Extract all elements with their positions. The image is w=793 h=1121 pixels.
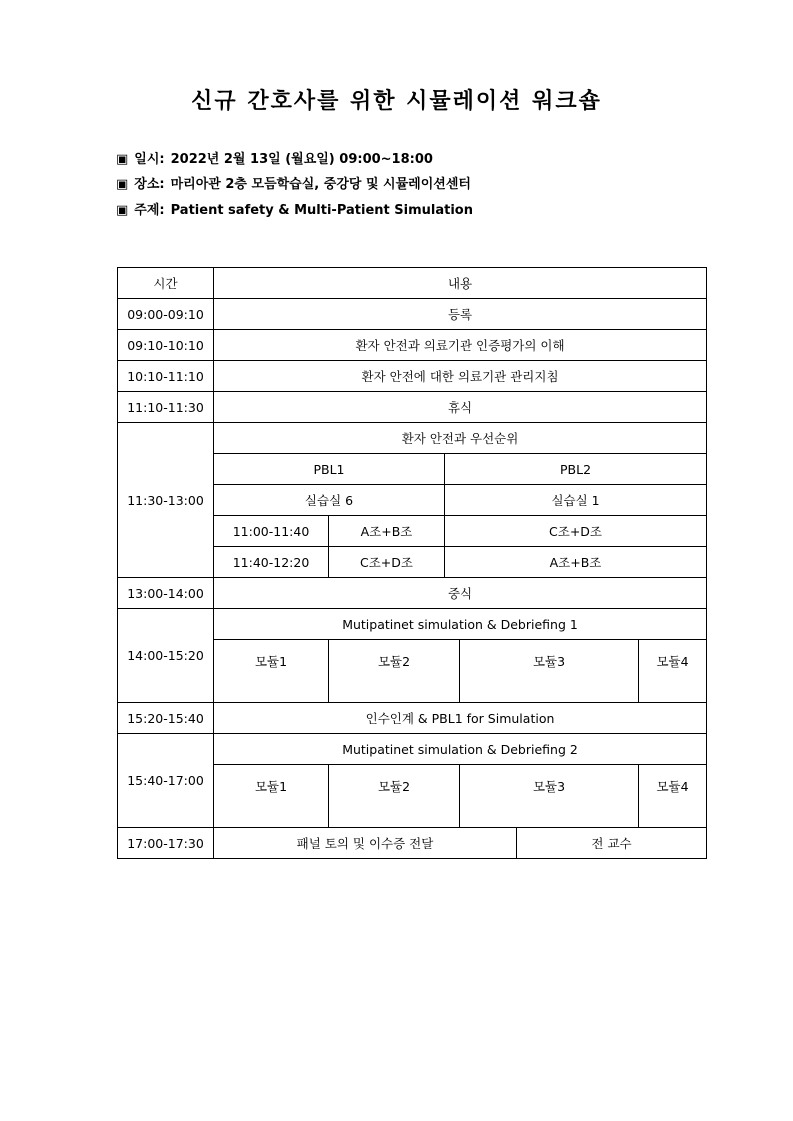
module-cell: 모듈2 [329,640,460,703]
table-row [118,299,707,330]
module-cell: 모듈2 [329,765,460,828]
time-cell: 09:00-09:10 [118,299,214,330]
group-cell: C조+D조 [329,547,445,578]
module-cell: 모듈4 [639,765,707,828]
info-place [116,176,471,194]
table-row [118,330,707,361]
slot-time-cell: 11:40-12:20 [214,547,329,578]
page-title: 신규 간호사를 위한 시뮬레이션 워크숍 [191,89,602,114]
pbl1-cell: PBL1 [214,454,445,485]
module-cell: 모듈1 [214,640,329,703]
module-cell: 모듈1 [214,765,329,828]
room2-cell: 실습실 1 [445,485,707,516]
time-cell: 15:40-17:00 [118,734,214,828]
topic-label: 주제: [134,203,165,218]
module-cell: 모듈3 [460,765,639,828]
group-cell: A조+B조 [329,516,445,547]
content-cell: Mutipatinet simulation & Debriefing 1 [214,609,707,640]
schedule-table [117,267,707,859]
time-cell: 11:30-13:00 [118,423,214,578]
table-row [118,828,707,859]
square-bullet-icon: ▣ [116,203,129,218]
topic-value: Patient safety & Multi-Patient Simulation [170,203,473,218]
content-cell: 중식 [214,578,707,609]
slot-time-cell: 11:00-11:40 [214,516,329,547]
table-row [118,734,707,765]
content-cell: 패널 토의 및 이수증 전달 [214,828,517,859]
table-row [118,703,707,734]
date-label: 일시: [134,152,165,167]
info-topic [116,202,473,220]
module-cell: 모듈3 [460,640,639,703]
header-time: 시간 [118,268,214,299]
presenter-cell: 전 교수 [517,828,707,859]
time-cell: 10:10-11:10 [118,361,214,392]
square-bullet-icon: ▣ [116,177,129,192]
table-row [118,578,707,609]
date-value: 2022년 2월 13일 (월요일) 09:00~18:00 [170,152,433,167]
table-row [118,423,707,454]
group-cell: A조+B조 [445,547,707,578]
time-cell: 14:00-15:20 [118,609,214,703]
content-cell: 환자 안전과 의료기관 인증평가의 이해 [214,330,707,361]
table-row [118,392,707,423]
header-content: 내용 [214,268,707,299]
module-cell: 모듈4 [639,640,707,703]
table-row [118,609,707,640]
pbl2-cell: PBL2 [445,454,707,485]
time-cell: 09:10-10:10 [118,330,214,361]
content-cell: 등록 [214,299,707,330]
table-header-row [118,268,707,299]
content-cell: 환자 안전에 대한 의료기관 관리지침 [214,361,707,392]
time-cell: 15:20-15:40 [118,703,214,734]
group-cell: C조+D조 [445,516,707,547]
room1-cell: 실습실 6 [214,485,445,516]
table-row [118,361,707,392]
info-date [116,151,433,169]
content-cell: 환자 안전과 우선순위 [214,423,707,454]
content-cell: 인수인계 & PBL1 for Simulation [214,703,707,734]
time-cell: 17:00-17:30 [118,828,214,859]
time-cell: 11:10-11:30 [118,392,214,423]
content-cell: Mutipatinet simulation & Debriefing 2 [214,734,707,765]
content-cell: 휴식 [214,392,707,423]
place-label: 장소: [134,177,165,192]
place-value: 마리아관 2층 모듬학습실, 중강당 및 시뮬레이션센터 [170,177,471,192]
time-cell: 13:00-14:00 [118,578,214,609]
square-bullet-icon: ▣ [116,152,129,167]
